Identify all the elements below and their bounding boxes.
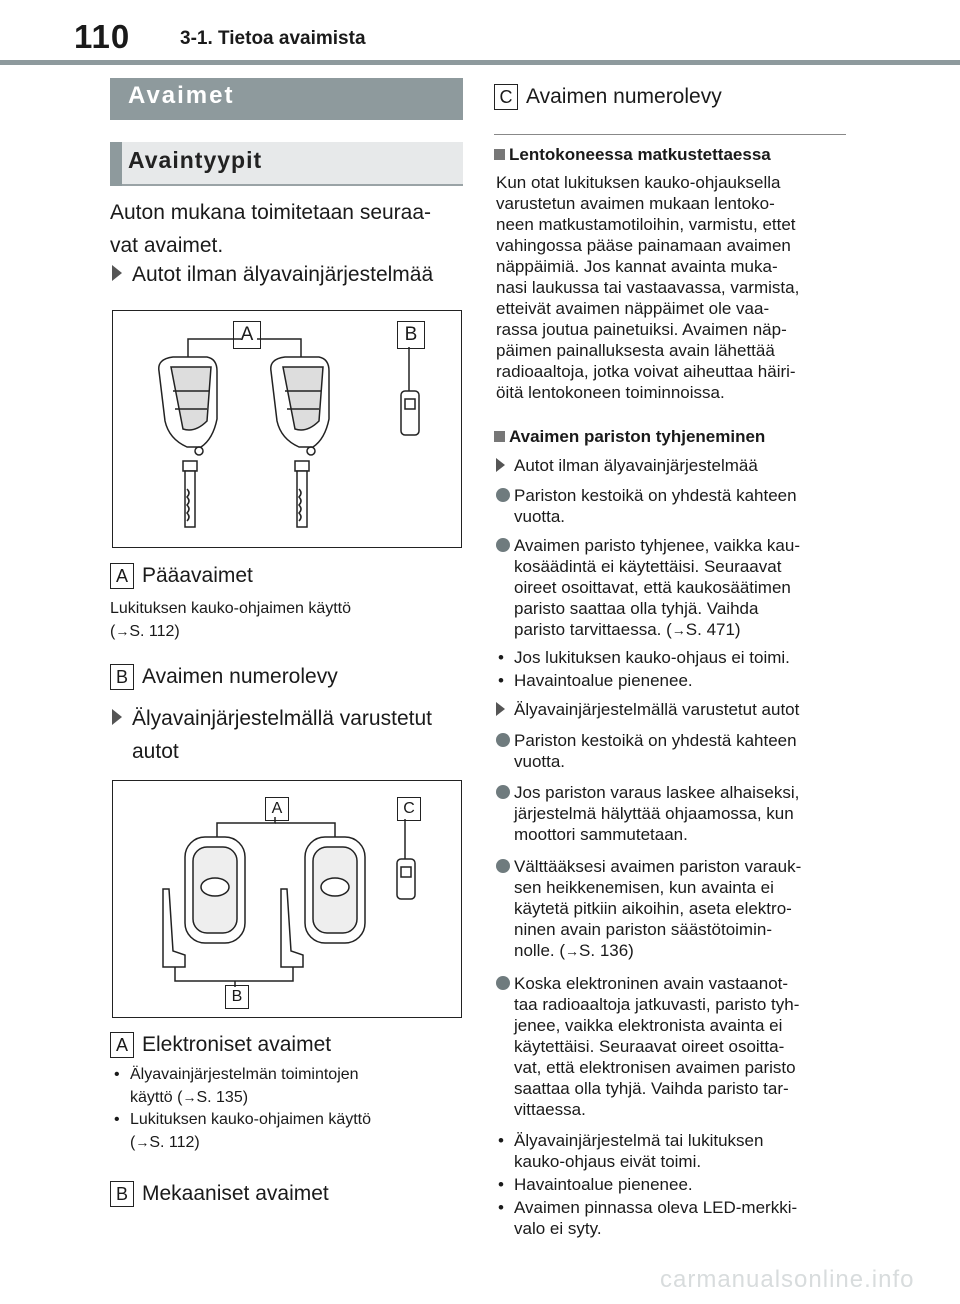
square-bullet-icon <box>494 431 505 442</box>
battery-bullet: Välttääksesi avaimen pariston varauk- sen heikkenemisen, kun avainta ei käytetä pitkiin aikoihin, aseta elektro- ninen avain pariston säästötoimin- nolle. (→S. 136) <box>496 856 856 962</box>
item-text: Avaimen numerolevy <box>526 85 722 108</box>
round-bullet-icon <box>496 488 510 502</box>
round-bullet-icon <box>496 733 510 747</box>
item-a1-ref: Lukituksen kauko-ohjaimen käyttö (→S. 112) <box>110 600 352 640</box>
symptom-note: • Älyavainjärjestelmä tai lukituksen kauko-ohjaus eivät toimi. <box>498 1131 764 1171</box>
item-a1 <box>110 559 253 592</box>
triangle-bullet-icon <box>112 709 122 725</box>
triangle-bullet-icon <box>112 265 122 281</box>
page-ref-link[interactable]: S. 112) <box>149 1134 200 1151</box>
ref-line: Lukituksen kauko-ohjaimen käyttö <box>110 600 352 617</box>
item-c <box>494 80 722 113</box>
symptom-note: • Jos lukituksen kauko-ohjaus ei toimi. <box>498 648 790 667</box>
item-letter-box: C <box>494 84 518 110</box>
sub-heading-smart: Älyavainjärjestelmällä varustetut autot <box>496 699 856 720</box>
watermark: carmanualsonline.info <box>660 1266 915 1293</box>
symptom-note: • Havaintoalue pienenee. <box>498 671 693 690</box>
ref-arrow-icon: → <box>182 1089 197 1105</box>
triangle-bullet-icon <box>496 702 505 716</box>
page-ref-link[interactable]: S. 471) <box>685 620 741 639</box>
intro-text <box>110 196 431 262</box>
page-number: 110 <box>74 18 131 55</box>
battery-bullet: Jos pariston varaus laskee alhaiseksi, järjestelmä hälyttää ohjaamossa, kun moottori sammutetaan. <box>496 782 856 845</box>
heading-battery: Avaimen pariston tyhjeneminen <box>494 427 765 447</box>
header-rule <box>0 60 960 65</box>
fig2-label-b: B <box>225 985 249 1009</box>
subsection-bar <box>110 142 122 186</box>
flight-paragraph: Kun otat lukituksen kauko-ohjauksella varustetun avaimen mukaan lentoko- neen matkustamotiloihin, varmistu, ettet vahingossa pääse painamaan avaimen näppäimiä. Jos kannat avainta muka- nasi laukussa tai vastaavassa, varmista, etteivät avaimen näppäimet ole vaa- rassa joutua painetuiksi. Avaimen näp- päimen painalluksesta avain lähettää radioaaltoja, jotka voivat aiheuttaa häiri- öitä lentokoneen toiminnoissa. <box>496 173 800 402</box>
fig2-label-a: A <box>265 797 289 821</box>
section-title: Avaimet <box>128 82 235 109</box>
item-b1 <box>110 660 338 693</box>
round-bullet-icon <box>496 976 510 990</box>
battery-bullet: Avaimen paristo tyhjenee, vaikka kau- kosäädintä ei käytettäisi. Seuraavat oireet osoittavat, että kaukosäätimen paristo saattaa olla tyhjä. Vaihda paristo tarvittaessa. (→S. 471) <box>496 535 856 641</box>
ref-arrow-icon: → <box>135 1134 150 1150</box>
round-bullet-icon <box>496 859 510 873</box>
square-bullet-icon <box>494 149 505 160</box>
ref-arrow-icon: → <box>115 623 130 639</box>
fig1-label-b: B <box>397 321 425 349</box>
note-item: • Lukituksen kauko-ohjaimen käyttö (→S. 112) <box>114 1111 372 1151</box>
heading-text: autot <box>132 740 179 763</box>
heading-no-smart-key <box>112 258 433 291</box>
triangle-bullet-icon <box>496 458 505 472</box>
item-a2 <box>110 1028 331 1061</box>
symptom-note: • Avaimen pinnassa oleva LED-merkki- valo ei syty. <box>498 1198 798 1238</box>
item-letter-box: A <box>110 563 134 589</box>
heading-text: Älyavainjärjestelmällä varustetut <box>132 707 432 730</box>
ref-arrow-icon: → <box>565 943 580 959</box>
page-ref-link[interactable]: S. 135) <box>196 1089 249 1106</box>
figure-keys-smart <box>112 780 462 1018</box>
ref-arrow-icon: → <box>671 622 686 638</box>
item-letter-box: B <box>110 664 134 690</box>
item-text: Elektroniset avaimet <box>142 1033 332 1056</box>
battery-bullet: Pariston kestoikä on yhdestä kahteen vuotta. <box>496 730 856 772</box>
heading-text: Autot ilman älyavainjärjestelmää <box>132 263 434 286</box>
item-a2-notes <box>112 1064 462 1154</box>
round-bullet-icon <box>496 538 510 552</box>
heading-smart-key <box>112 702 432 768</box>
symptom-note: • Havaintoalue pienenee. <box>498 1175 693 1194</box>
item-b2 <box>110 1177 329 1210</box>
heading-flight: Lentokoneessa matkustettaessa <box>494 145 771 165</box>
divider <box>494 134 846 135</box>
battery-bullet: Koska elektroninen avain vastaanot- taa radioaaltoja jatkuvasti, paristo tyh- jenee, vaikka elektronista avainta ei käytettäisi. Seuraavat oireet osoitta- vat, että elektronisen avaimen paristo saattaa olla tyhjä. Vaihda paristo tar- vittaessa. <box>496 973 856 1120</box>
chapter-title: 3-1. Tietoa avaimista <box>180 28 366 49</box>
item-text: Mekaaniset avaimet <box>142 1182 329 1205</box>
round-bullet-icon <box>496 785 510 799</box>
intro-line: vat avaimet. <box>110 234 224 257</box>
item-text: Avaimen numerolevy <box>142 665 338 688</box>
note-item: • Älyavainjärjestelmän toimintojen käyttö (→S. 135) <box>114 1066 359 1106</box>
item-letter-box: B <box>110 1181 134 1207</box>
page-ref-link[interactable]: S. 112) <box>129 623 180 640</box>
sub-heading-no-smart: Autot ilman älyavainjärjestelmää <box>496 455 856 476</box>
figure-keys-standard <box>112 310 462 548</box>
item-text: Pääavaimet <box>142 564 253 587</box>
fig2-label-c: C <box>397 797 421 821</box>
item-letter-box: A <box>110 1032 134 1058</box>
page-ref-link[interactable]: S. 136) <box>579 941 634 960</box>
battery-bullet: Pariston kestoikä on yhdestä kahteen vuotta. <box>496 485 856 527</box>
fig1-label-a: A <box>233 321 261 349</box>
intro-line: Auton mukana toimitetaan seuraa- <box>110 201 432 224</box>
subsection-title: Avaintyypit <box>128 147 263 173</box>
